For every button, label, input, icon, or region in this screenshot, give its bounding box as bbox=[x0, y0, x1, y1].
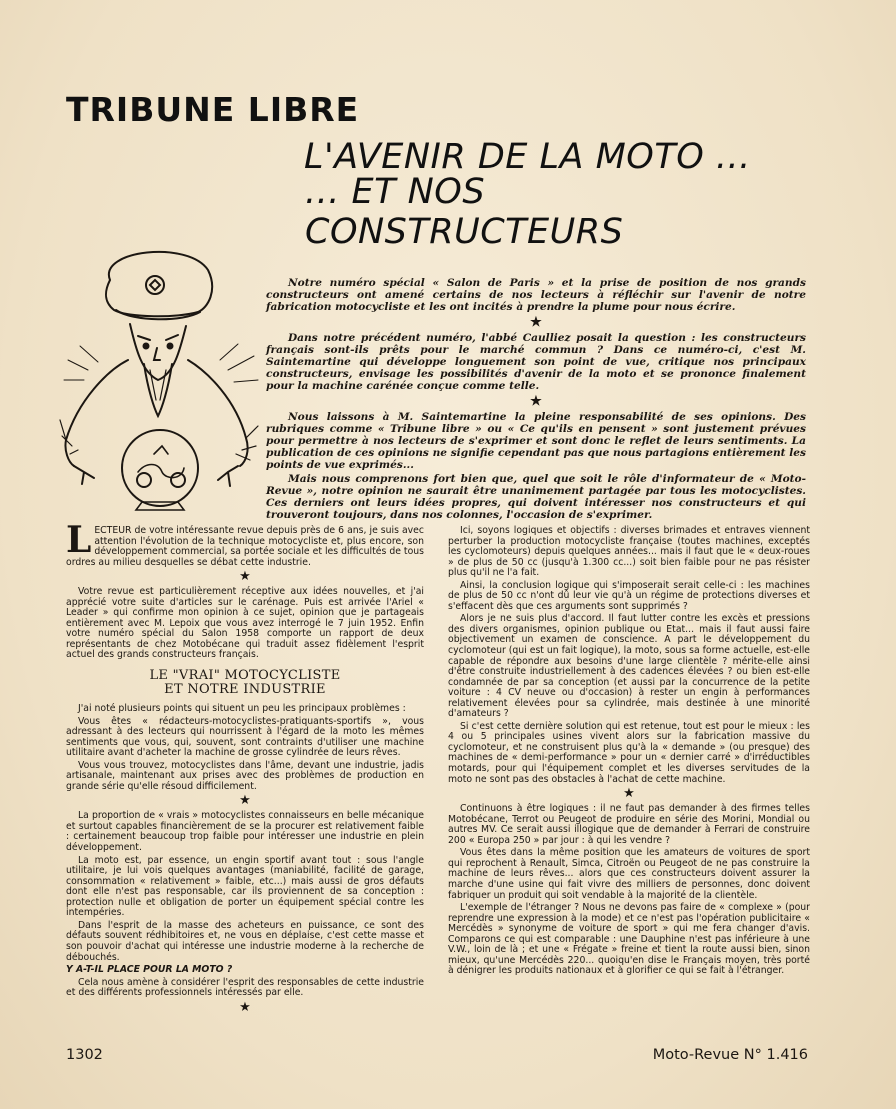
star-separator: ★ bbox=[239, 793, 251, 809]
intro-paragraph: Notre numéro spécial « Salon de Paris » et la prise de position de nos grands constructeurs ont amené certains de nos lecteurs à réfléchir sur l'avenir de notre fabrication motocycliste et les ont incités à prendre la plume pour nous écrire. bbox=[266, 277, 806, 313]
article-paragraph: Cela nous amène à considérer l'esprit des responsables de cette industrie et des différents professionnels intéressés par elle. bbox=[66, 976, 424, 999]
article-paragraph: J'ai noté plusieurs points qui situent un peu les principaux problèmes : bbox=[78, 703, 406, 715]
article-paragraph: Dans l'esprit de la masse des acheteurs en puissance, ce sont des défauts souvent rédhibitoires et, ne vous en déplaise, c'est cette masse et son pouvoir d'achat qui intéresse une industrie moderne à la recherche de débouchés. bbox=[66, 919, 424, 963]
star-separator: ★ bbox=[530, 394, 542, 410]
article-paragraph: Si c'est cette dernière solution qui est retenue, tout est pour le mieux : les 4 ou 5 principales usines vivent alors sur la fabrication massive du cyclomoteur, et ne construisent plus qu'à la « demande » (ou presque) des machines de « demi-performance » pour un « dernier carré » d'irréductibles motards, pour qui l'équipement complet et les diverses servitudes de la moto ne sont pas des obstacles à l'achat de cette machine. bbox=[448, 720, 810, 785]
star-separator: ★ bbox=[239, 569, 251, 585]
intro-paragraph: Dans notre précédent numéro, l'abbé Caulliez posait la question : les constructeurs français sont-ils prêts pour le marché commun ? Dans ce numéro-ci, c'est M. Saintemartine qui développe longuement son point de vue, critique nos principaux constructeurs, envisage les possibilités d'avenir de la moto et se prononce finalement pour la machine carénée conçue comme telle. bbox=[266, 332, 806, 392]
subheading bbox=[66, 669, 424, 697]
article-paragraph: Ici, soyons logiques et objectifs : diverses brimades et entraves viennent perturber la production motocycliste française (toutes machines, exceptés les cyclomoteurs) depuis quelques années... mais il faut que le « deux-roues » de plus de 50 cc (jusqu'à 1.300 cc...) soit bien faible pour ne pas résister plus qu'il ne l'a fait. bbox=[448, 525, 810, 579]
article-paragraph: Alors je ne suis plus d'accord. Il faut lutter contre les excès et pressions des divers organismes, opinion publique ou Etat... mais il faut aussi faire objectivement un examen de conscience. A part le développement du cyclomoteur (qui est un fait logique), la moto, sous sa forme actuelle, est-elle capable de répondre aux besoins d'une large clientèle ? mérite-elle ainsi d'être construite industriellement à des cadences élevées ? ou bien est-elle condamnée de par sa conception (et aussi par la concurrence de la petite voiture : 4 CV neuve ou d'occasion) à rester un engin à performances relativement élevées pour sa cylindrée, mais destinée à une minorité d'amateurs ? bbox=[448, 613, 810, 720]
section-label: TRIBUNE LIBRE bbox=[66, 90, 360, 129]
article-paragraph: Vous êtes « rédacteurs-motocyclistes-pratiquants-sportifs », vous adressant à des lecteurs qui nourrissent à l'égard de la moto les mêmes sentiments que vous, qui, souvent, sont contraints d'utiliser une machine utilitaire avant d'acheter la machine de grosse cylindrée de leurs rêves. bbox=[66, 715, 424, 759]
question-heading: Y A-T-IL PLACE POUR LA MOTO ? bbox=[66, 964, 233, 976]
intro-paragraph: Nous laissons à M. Saintemartine la pleine responsabilité de ses opinions. Des rubriques comme « Tribune libre » ou « Ce qu'ils en pensent » sont justement prévues pour permettre à nos lecteurs de s'exprimer et sont donc le reflet de leurs sentiments. La publication de ces opinions ne signifie cependant pas que nous partagions entièrement les points de vue exprimés... bbox=[266, 411, 806, 471]
intro-paragraph: Mais nous comprenons fort bien que, quel que soit le rôle d'informateur de « Moto-Revue », notre opinion ne saurait être unanimement partagée par tous les motocyclistes. Ces derniers ont leurs idées propres, qui doivent intéresser nos constructeurs et qui trouveront toujours, dans nos colonnes, l'occasion de s'exprimer. bbox=[266, 473, 806, 521]
article-paragraph: La moto est, par essence, un engin sportif avant tout : sous l'angle utilitaire, je lui vois quelques avantages (maniabilité, facilité de garage, consommation « relativement » faible, etc...) mais aussi de gros défauts dont elle n'est pas responsable, car ils proviennent de sa conception : protection nulle et obligation de porter un équipement spécial contre les intempéries. bbox=[66, 854, 424, 919]
subheading-line-1: LE "VRAI" MOTOCYCLISTE bbox=[149, 668, 341, 684]
headline-line-2: ... ET NOS CONSTRUCTEURS bbox=[305, 172, 624, 252]
article-paragraph: La proportion de « vrais » motocyclistes connaisseurs en belle mécanique et surtout capables financièrement de se la procurer est relativement faible : certainement beaucoup trop faible pour intéresser une industrie en plein développement. bbox=[66, 810, 424, 854]
article-paragraph bbox=[66, 519, 424, 568]
article-left-column bbox=[66, 519, 424, 1018]
article-paragraph: Votre revue est particulièrement réceptive aux idées nouvelles, et j'ai apprécié votre suite d'articles sur le carénage. Puis est arrivée l'Ariel « Leader » qui confirme mon opinion à ce sujet, opinion que je partageais entièrement avec M. Lepoix que vous avez interrogé le 7 juin 1952. Enfin votre numéro spécial du Salon 1958 comporte un rapport de deux représentants de chez Motobécane qui traduit assez fidèlement l'esprit actuel des grands constructeurs français. bbox=[66, 586, 424, 661]
article-paragraph: Continuons à être logiques : il ne faut pas demander à des firmes telles Motobécane, Terrot ou Peugeot de produire en série des Morini, Mondial ou autres MV. Ce serait aussi illogique que de demander à Ferrari de construire 200 « Europa 250 » par jour : à qui les vendre ? bbox=[448, 803, 810, 846]
article-right-column bbox=[448, 526, 810, 979]
star-separator: ★ bbox=[530, 315, 542, 331]
subheading-line-2: ET NOTRE INDUSTRIE bbox=[164, 682, 326, 698]
page-number: 1302 bbox=[66, 1047, 103, 1063]
drop-cap: L bbox=[66, 519, 92, 561]
star-separator: ★ bbox=[623, 786, 635, 802]
article-paragraph: Vous êtes dans la même position que les amateurs de voitures de sport qui reprochent à Renault, Simca, Citroën ou Peugeot de ne pas construire la machine de leurs rêves... alors que ces constructeurs doivent assurer la marche d'une usine qui fait vivre des milliers de personnes, donc doivent fabriquer un produit qui soit vendable à la majorité de la clientèle. bbox=[448, 847, 810, 901]
star-separator: ★ bbox=[239, 999, 251, 1015]
magazine-issue: Moto-Revue N° 1.416 bbox=[652, 1047, 808, 1063]
fortune-teller-illustration bbox=[58, 240, 268, 512]
lead-text: ECTEUR de votre intéressante revue depuis près de 6 ans, je suis avec attention l'évolution de la technique motocycliste et, plus encore, son développement commercial, sa portée sociale et les difficultés de tous ordres au milieu desquelles se débat cette industrie. bbox=[66, 525, 424, 568]
headline-line-1: L'AVENIR DE LA MOTO ... bbox=[304, 137, 751, 177]
article-paragraph: L'exemple de l'étranger ? Nous ne devons pas faire de « complexe » (pour reprendre une expression à la mode) et ce n'est pas l'opération publicitaire « Mercédès » synonyme de voiture de sport » qui me fera changer d'avis. Comparons ce qui est comparable : une Dauphine n'est pas inférieure à une V.W., loin de là ; et une « Frégate » freine et tient la route aussi bien, sinon mieux, qu'une Mercédès 220... quoiqu'en dise le Français moyen, très porté à dénigrer les produits nationaux et à glorifier ce qui se fait à l'étranger. bbox=[448, 902, 810, 977]
article-paragraph: Vous vous trouvez, motocyclistes dans l'âme, devant une industrie, jadis artisanale, maintenant aux prises avec des problèmes de production en grande série qu'elle résoud difficilement. bbox=[66, 759, 424, 792]
article-paragraph: Ainsi, la conclusion logique qui s'imposerait serait celle-ci : les machines de plus de 50 cc n'ont dû leur vie qu'à un régime de protections diverses et s'effacent dès que ces arguments sont supprimés ? bbox=[448, 579, 810, 612]
intro-block bbox=[266, 278, 806, 525]
